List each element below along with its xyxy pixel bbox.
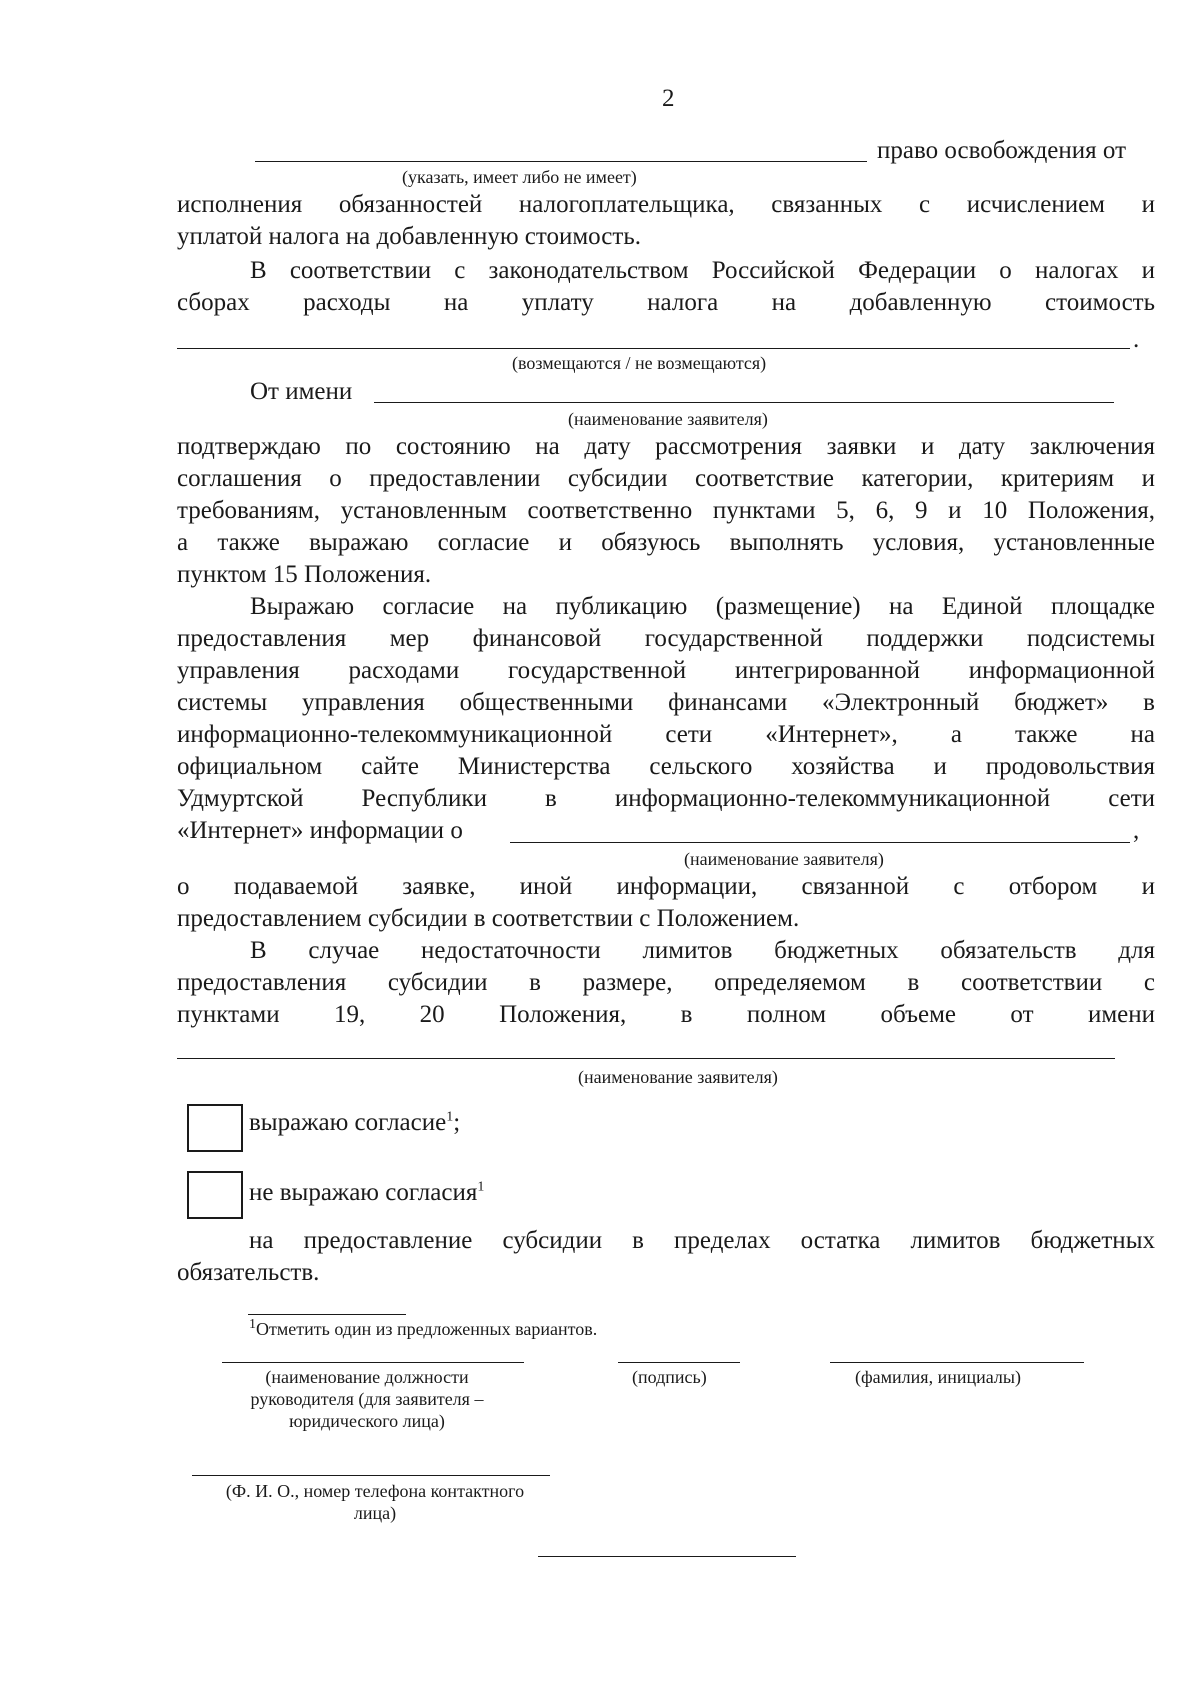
paragraph-6-line-1: В случае недостаточности лимитов бюджетных обязательств для xyxy=(250,937,1155,964)
footnote-separator xyxy=(248,1314,406,1315)
disagree-option-text: не выражаю согласия xyxy=(249,1179,478,1206)
footnote-ref-1: 1 xyxy=(446,1109,454,1125)
contact-line-2: лица) xyxy=(353,1503,397,1523)
agree-option-text: выражаю согласие xyxy=(249,1109,447,1136)
sig-position-line-3: юридического лица) xyxy=(289,1411,445,1431)
paragraph-4-line-8: «Интернет» информации о xyxy=(177,817,463,844)
footnote-text: Отметить один из предложенных вариантов. xyxy=(256,1319,598,1339)
paragraph-4-line-3: управления расходами государственной интегрированной информационной xyxy=(177,657,1155,684)
footnote xyxy=(249,1318,597,1340)
blank-contact[interactable] xyxy=(192,1475,550,1476)
footnote-ref-2: 1 xyxy=(477,1179,485,1195)
paragraph-3-line-5: пунктом 15 Положения. xyxy=(177,561,432,588)
sig-position-line-2: руководителя (для заявителя – xyxy=(250,1389,484,1409)
paragraph-4-line-1: Выражаю согласие на публикацию (размещение) на Единой площадке xyxy=(250,593,1155,620)
paragraph-7-line-2: обязательств. xyxy=(177,1259,320,1286)
label-reimbursed: (возмещаются / не возмещаются) xyxy=(512,353,767,373)
paragraph-6-line-2: предоставления субсидии в размере, определяемом в соответствии с xyxy=(177,969,1155,996)
paragraph-3-line-4: а также выражаю согласие и обязуюсь выполнять условия, установленные xyxy=(177,529,1155,556)
agree-option-label xyxy=(249,1108,460,1138)
contact-line-1: (Ф. И. О., номер телефона контактного xyxy=(225,1481,525,1501)
blank-applicant-2[interactable] xyxy=(510,842,1130,843)
sig-position-line-1: (наименование должности xyxy=(265,1367,469,1387)
blank-full-name[interactable] xyxy=(830,1362,1084,1363)
contact-label xyxy=(180,1480,570,1524)
label-indicate: (указать, имеет либо не имеет) xyxy=(402,167,637,187)
comma-mark: , xyxy=(1133,817,1140,844)
exemption-line-tail: право освобождения от xyxy=(877,137,1126,164)
sig-name-label: (фамилия, инициалы) xyxy=(855,1367,1021,1387)
label-applicant-1: (наименование заявителя) xyxy=(568,409,768,429)
paragraph-4-line-7: Удмуртской Республики в информационно-телекоммуникационной сети xyxy=(177,785,1155,812)
footnote-mark: 1 xyxy=(249,1317,256,1332)
paragraph-4-line-6: официальном сайте Министерства сельского хозяйства и продовольствия xyxy=(177,753,1155,780)
disagree-checkbox[interactable] xyxy=(187,1171,243,1219)
period-mark: . xyxy=(1133,326,1140,353)
paragraph-3-line-2: соглашения о предоставлении субсидии соответствие категории, критериям и xyxy=(177,465,1155,492)
paragraph-4-line-5: информационно-телекоммуникационной сети «Интернет», а также на xyxy=(177,721,1155,748)
paragraph-6-line-3: пунктами 19, 20 Положения, в полном объеме от имени xyxy=(177,1001,1155,1028)
sig-position-label xyxy=(212,1366,522,1432)
paragraph-5-line-2: предоставлением субсидии в соответствии с Положением. xyxy=(177,905,800,932)
blank-applicant-1[interactable] xyxy=(374,402,1114,403)
paragraph-5-line-1: о подаваемой заявке, иной информации, связанной с отбором и xyxy=(177,873,1155,900)
paragraph-2-line-2: сборах расходы на уплату налога на добавленную стоимость xyxy=(177,289,1155,316)
paragraph-4-line-2: предоставления мер финансовой государственной поддержки подсистемы xyxy=(177,625,1155,652)
label-applicant-2: (наименование заявителя) xyxy=(684,849,884,869)
blank-position[interactable] xyxy=(222,1362,524,1363)
from-name-label: От имени xyxy=(250,378,353,405)
paragraph-1-line-2: уплатой налога на добавленную стоимость. xyxy=(177,223,641,250)
blank-applicant-3[interactable] xyxy=(177,1058,1115,1059)
agree-option-end: ; xyxy=(453,1109,461,1136)
paragraph-7-line-1: на предоставление субсидии в пределах остатка лимитов бюджетных xyxy=(249,1227,1155,1254)
paragraph-2-line-1: В соответствии с законодательством Российской Федерации о налогах и xyxy=(250,257,1155,284)
paragraph-4-line-4: системы управления общественными финансами «Электронный бюджет» в xyxy=(177,689,1155,716)
agree-checkbox[interactable] xyxy=(187,1104,243,1152)
paragraph-3-line-1: подтверждаю по состоянию на дату рассмотрения заявки и дату заключения xyxy=(177,433,1155,460)
page-number: 2 xyxy=(662,85,675,112)
label-applicant-3: (наименование заявителя) xyxy=(578,1067,778,1087)
blank-reimbursed[interactable] xyxy=(177,348,1130,349)
blank-date[interactable] xyxy=(538,1556,796,1557)
blank-signature[interactable] xyxy=(618,1362,740,1363)
sig-signature-label: (подпись) xyxy=(632,1367,707,1387)
paragraph-1-line-1: исполнения обязанностей налогоплательщика, связанных с исчислением и xyxy=(177,191,1155,218)
paragraph-3-line-3: требованиям, установленным соответственно пунктами 5, 6, 9 и 10 Положения, xyxy=(177,497,1155,524)
disagree-option-label xyxy=(249,1178,484,1208)
blank-exemption-right[interactable] xyxy=(255,161,867,162)
